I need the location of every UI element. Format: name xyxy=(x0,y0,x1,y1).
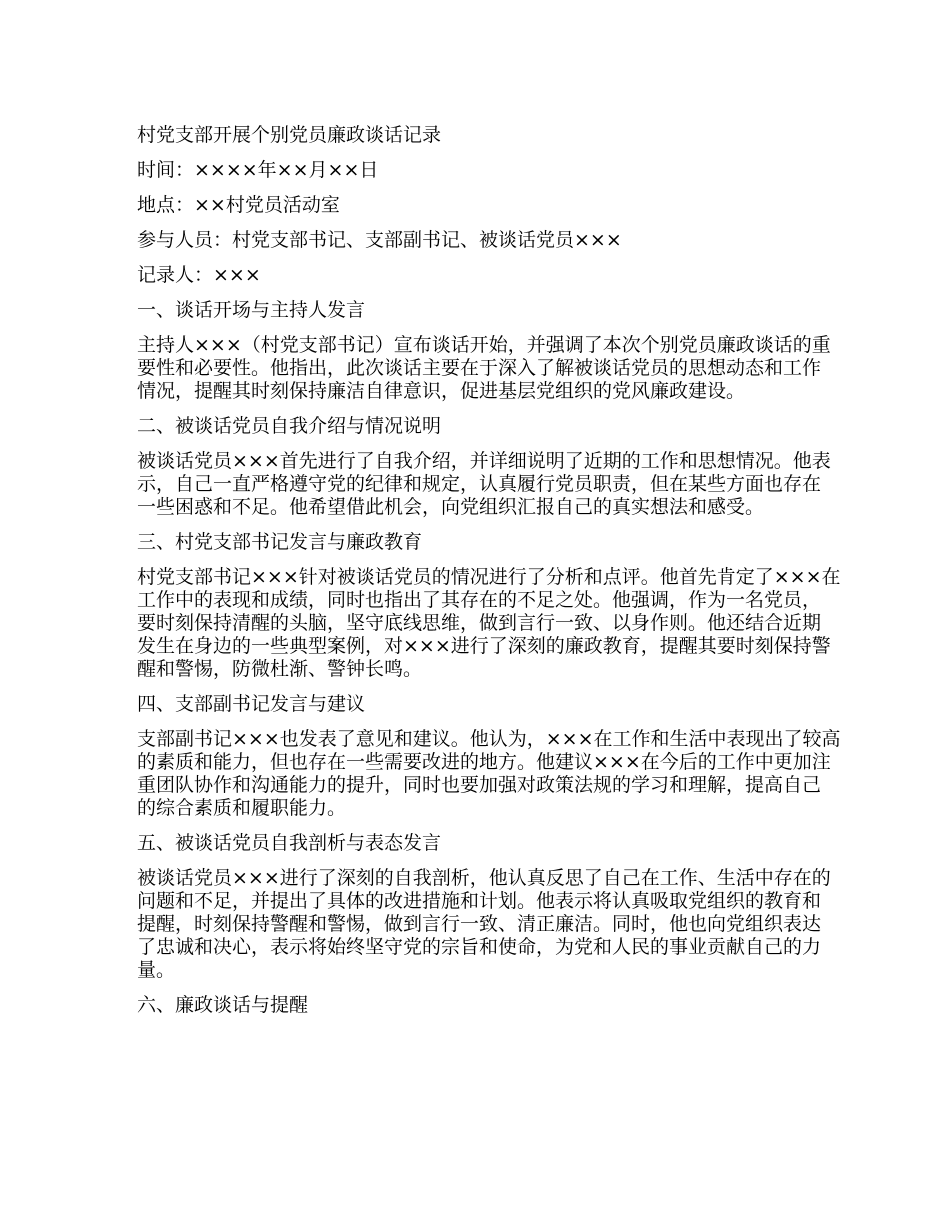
meta-recorder: 记录人：××× xyxy=(137,264,261,286)
paragraph-line: 要时刻保持清醒的头脑，坚守底线思维，做到言行一致、以身作则。他还结合近期 xyxy=(137,612,822,634)
paragraph-line: 被谈话党员×××首先进行了自我介绍，并详细说明了近期的工作和思想情况。他表 xyxy=(137,450,831,472)
section-4 xyxy=(137,693,870,820)
section-2-heading: 二、被谈话党员自我介绍与情况说明 xyxy=(137,415,442,437)
page-title: 村党支部开展个别党员廉政谈话记录 xyxy=(137,124,442,146)
meta-location: 地点：××村党员活动室 xyxy=(137,194,340,216)
paragraph-line: 工作中的表现和成绩，同时也指出了其存在的不足之处。他强调，作为一名党员， xyxy=(137,589,822,611)
section-5 xyxy=(137,832,870,982)
paragraph-line: 发生在身边的一些典型案例，对×××进行了深刻的廉政教育，提醒其要时刻保持警 xyxy=(137,635,831,657)
section-2-paragraph xyxy=(137,450,870,519)
paragraph-line: 村党支部书记×××针对被谈话党员的情况进行了分析和点评。他首先肯定了×××在 xyxy=(137,566,841,588)
meta-time: 时间：××××年××月××日 xyxy=(137,159,379,181)
section-4-paragraph xyxy=(137,728,870,820)
paragraph-line: 一些困惑和不足。他希望借此机会，向党组织汇报自己的真实想法和感受。 xyxy=(137,496,765,518)
section-3-heading: 三、村党支部书记发言与廉政教育 xyxy=(137,531,423,553)
section-1-heading: 一、谈话开场与主持人发言 xyxy=(137,299,366,321)
paragraph-line: 被谈话党员×××进行了深刻的自我剖析，他认真反思了自己在工作、生活中存在的 xyxy=(137,867,831,889)
section-2 xyxy=(137,415,870,519)
paragraph-line: 的素质和能力，但也存在一些需要改进的地方。他建议×××在今后的工作中更加注 xyxy=(137,751,831,773)
paragraph-line: 问题和不足，并提出了具体的改进措施和计划。他表示将认真吸取党组织的教育和 xyxy=(137,890,822,912)
paragraph-line: 提醒，时刻保持警醒和警惕，做到言行一致、清正廉洁。同时，他也向党组织表达 xyxy=(137,913,822,935)
paragraph-line: 示，自己一直严格遵守党的纪律和规定，认真履行党员职责，但在某些方面也存在 xyxy=(137,473,822,495)
section-4-heading: 四、支部副书记发言与建议 xyxy=(137,693,366,715)
paragraph-line: 重团队协作和沟通能力的提升，同时也要加强对政策法规的学习和理解，提高自己 xyxy=(137,774,822,796)
paragraph-line: 情况，提醒其时刻保持廉洁自律意识，促进基层党组织的党风廉政建设。 xyxy=(137,380,746,402)
section-3-paragraph xyxy=(137,566,870,681)
paragraph-line: 支部副书记×××也发表了意见和建议。他认为，×××在工作和生活中表现出了较高 xyxy=(137,728,841,750)
paragraph-line: 的综合素质和履职能力。 xyxy=(137,797,347,819)
paragraph-line: 要性和必要性。他指出，此次谈话主要在于深入了解被谈话党员的思想动态和工作 xyxy=(137,357,822,379)
section-1-paragraph xyxy=(137,334,870,403)
section-6 xyxy=(137,994,870,1017)
section-3 xyxy=(137,531,870,681)
paragraph-line: 了忠诚和决心，表示将始终坚守党的宗旨和使命，为党和人民的事业贡献自己的力 xyxy=(137,936,822,958)
section-1 xyxy=(137,299,870,403)
section-6-heading: 六、廉政谈话与提醒 xyxy=(137,994,309,1016)
paragraph-line: 主持人×××（村党支部书记）宣布谈话开始，并强调了本次个别党员廉政谈话的重 xyxy=(137,334,831,356)
section-5-heading: 五、被谈话党员自我剖析与表态发言 xyxy=(137,832,442,854)
paragraph-line: 醒和警惕，防微杜渐、警钟长鸣。 xyxy=(137,658,423,680)
section-5-paragraph xyxy=(137,867,870,982)
meta-participants: 参与人员：村党支部书记、支部副书记、被谈话党员××× xyxy=(137,229,622,251)
paragraph-line: 量。 xyxy=(137,959,176,981)
